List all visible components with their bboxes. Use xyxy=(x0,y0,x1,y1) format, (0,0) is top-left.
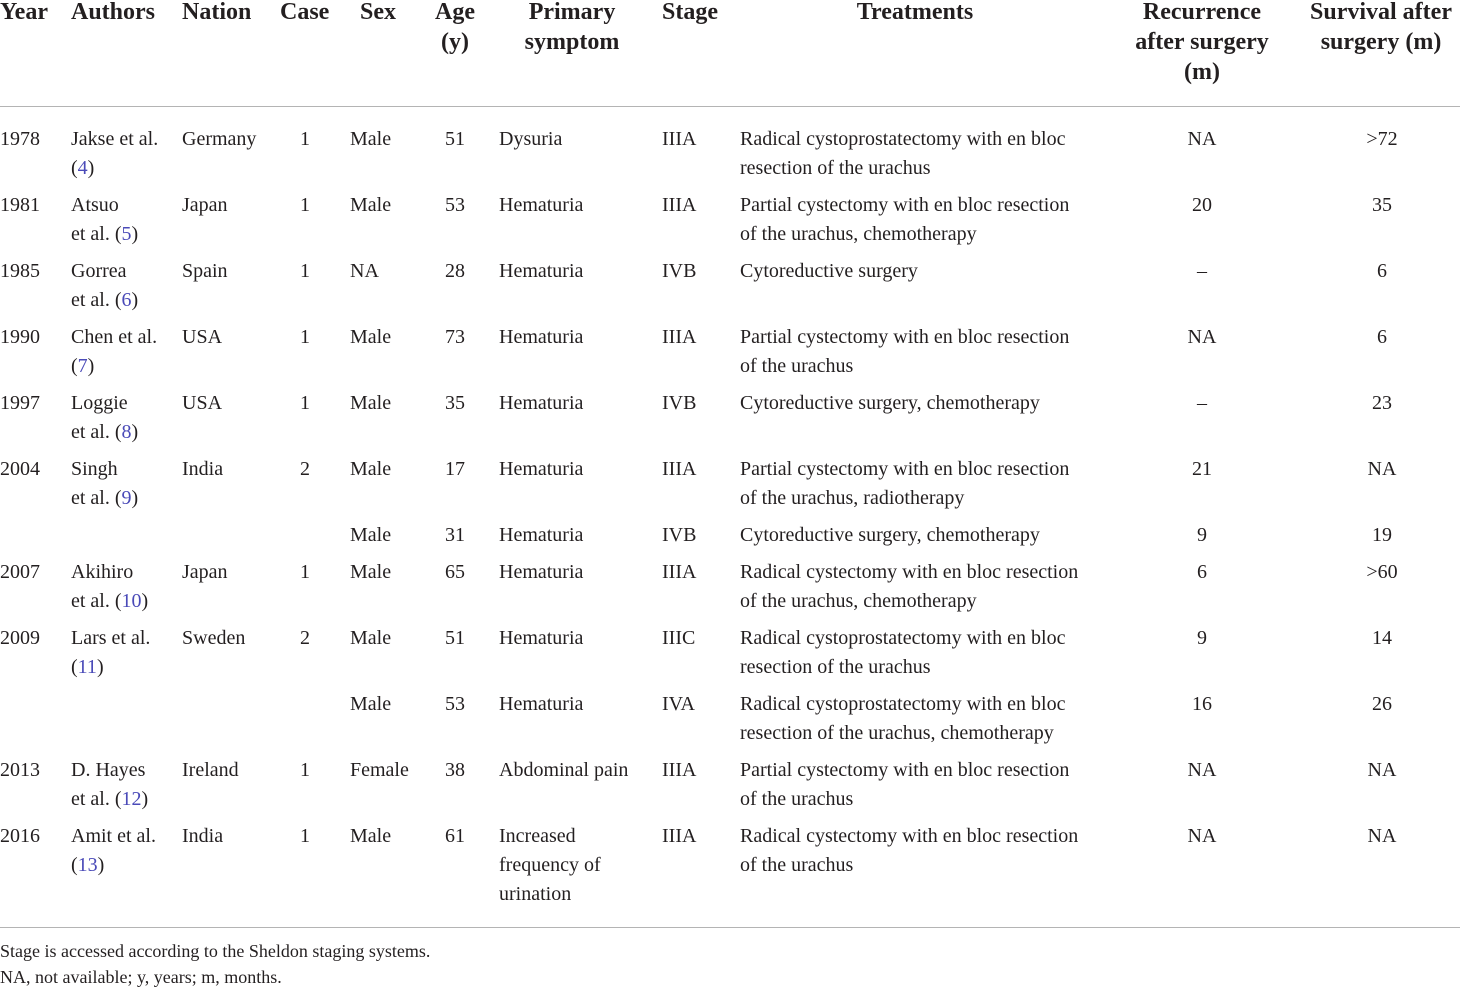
reference-link[interactable]: 9 xyxy=(121,487,132,509)
authors-line-1: D. Hayes xyxy=(71,759,146,781)
treatment-line-2: resection of the urachus xyxy=(740,157,931,179)
authors-line-2 xyxy=(71,587,148,616)
cell-stage: IIIA xyxy=(662,561,697,583)
cell-recurrence: 21 xyxy=(1192,458,1212,480)
cell-stage: IVB xyxy=(662,260,697,282)
symptom-line-1: Hematuria xyxy=(499,561,584,583)
citation-open: et al. ( xyxy=(71,223,122,245)
cell-survival: 23 xyxy=(1372,392,1392,414)
treatment-line-2: of the urachus xyxy=(740,355,854,377)
cell-year: 2013 xyxy=(0,759,40,781)
cell-survival: 6 xyxy=(1377,326,1387,348)
header-treatments: Treatments xyxy=(856,0,974,25)
treatment-line-1: Radical cystoprostatectomy with en bloc xyxy=(740,128,1066,150)
citation-open: et al. ( xyxy=(71,788,122,810)
header-recurrence xyxy=(1112,0,1292,87)
table-row xyxy=(0,558,1460,624)
cell-authors xyxy=(71,257,138,315)
cell-recurrence: NA xyxy=(1187,128,1217,150)
cell-nation: Japan xyxy=(182,561,228,583)
citation-open: et al. ( xyxy=(71,289,122,311)
authors-line-1: Lars et al. xyxy=(71,627,151,649)
cell-stage: IIIA xyxy=(662,194,697,216)
cell-primary-symptom xyxy=(499,690,583,719)
treatment-line-1: Partial cystectomy with en bloc resection xyxy=(740,458,1070,480)
cell-primary-symptom xyxy=(499,389,583,418)
cell-stage: IIIA xyxy=(662,128,697,150)
symptom-line-1: Hematuria xyxy=(499,458,584,480)
cell-year: 1978 xyxy=(0,128,40,150)
cell-authors xyxy=(71,756,148,814)
symptom-line-3: urination xyxy=(499,883,572,905)
cell-sex: Male xyxy=(350,392,392,414)
cell-case: 1 xyxy=(300,759,310,781)
reference-link[interactable]: 10 xyxy=(121,590,142,612)
cell-recurrence: 16 xyxy=(1192,693,1212,715)
authors-line-2 xyxy=(71,154,158,183)
table-row xyxy=(0,521,1460,558)
citation-close: ) xyxy=(131,223,139,245)
symptom-line-1: Hematuria xyxy=(499,693,584,715)
header-primary-symptom xyxy=(492,0,652,57)
footnote-staging: Stage is accessed according to the Sheldon staging systems. xyxy=(0,941,431,961)
header-age xyxy=(415,0,495,57)
cell-primary-symptom xyxy=(499,756,628,785)
cell-recurrence: – xyxy=(1197,260,1207,282)
cell-nation: Germany xyxy=(182,128,257,150)
cell-sex: Male xyxy=(350,825,392,847)
authors-line-1: Loggie xyxy=(71,392,128,414)
cell-nation: Spain xyxy=(182,260,228,282)
cell-sex: Male xyxy=(350,627,392,649)
reference-link[interactable]: 11 xyxy=(77,656,97,678)
treatment-line-1: Cytoreductive surgery xyxy=(740,260,918,282)
cell-sex: Male xyxy=(350,561,392,583)
treatment-line-1: Radical cystoprostatectomy with en bloc xyxy=(740,627,1066,649)
cell-year: 2016 xyxy=(0,825,40,847)
cell-year: 1990 xyxy=(0,326,40,348)
table-row xyxy=(0,389,1460,455)
authors-line-2 xyxy=(71,484,138,513)
reference-link[interactable]: 4 xyxy=(77,157,88,179)
cell-case: 2 xyxy=(300,627,310,649)
cell-sex: Male xyxy=(350,524,392,546)
cell-age: 38 xyxy=(445,759,465,781)
reference-link[interactable]: 6 xyxy=(121,289,132,311)
cell-sex: Male xyxy=(350,326,392,348)
cell-treatments xyxy=(740,756,1069,814)
citation-close: ) xyxy=(131,421,139,443)
cell-age: 31 xyxy=(445,524,465,546)
cell-primary-symptom xyxy=(499,125,562,154)
cell-age: 28 xyxy=(445,260,465,282)
cell-survival: >60 xyxy=(1366,561,1398,583)
cell-age: 17 xyxy=(445,458,465,480)
cell-age: 53 xyxy=(445,693,465,715)
reference-link[interactable]: 8 xyxy=(121,421,132,443)
citation-open: et al. ( xyxy=(71,421,122,443)
table-row xyxy=(0,756,1460,822)
cell-survival: 35 xyxy=(1372,194,1392,216)
table-row xyxy=(0,323,1460,389)
cell-case: 1 xyxy=(300,392,310,414)
table-row xyxy=(0,690,1460,756)
cell-treatments xyxy=(740,455,1069,513)
cell-case: 1 xyxy=(300,326,310,348)
header-recurrence-line-1: Recurrence xyxy=(1142,0,1262,25)
cell-case: 1 xyxy=(300,194,310,216)
footnote-divider xyxy=(0,927,1460,928)
cell-stage: IIIA xyxy=(662,458,697,480)
treatment-line-2: of the urachus xyxy=(740,854,854,876)
cell-case: 1 xyxy=(300,825,310,847)
citation-close: ) xyxy=(87,157,95,179)
cell-sex: Male xyxy=(350,693,392,715)
cell-recurrence: 6 xyxy=(1197,561,1207,583)
treatment-line-1: Cytoreductive surgery, chemotherapy xyxy=(740,524,1040,546)
cell-stage: IIIA xyxy=(662,326,697,348)
cell-sex: Male xyxy=(350,128,392,150)
table-row xyxy=(0,257,1460,323)
reference-link[interactable]: 12 xyxy=(121,788,142,810)
citation-open: et al. ( xyxy=(71,590,122,612)
authors-line-2 xyxy=(71,220,138,249)
cell-primary-symptom xyxy=(499,558,583,587)
authors-line-2 xyxy=(71,352,157,381)
treatment-line-2: of the urachus, radiotherapy xyxy=(740,487,965,509)
symptom-line-1: Abdominal pain xyxy=(499,759,629,781)
cell-primary-symptom xyxy=(499,323,583,352)
treatment-line-1: Partial cystectomy with en bloc resection xyxy=(740,194,1070,216)
cell-age: 35 xyxy=(445,392,465,414)
citation-open: ( xyxy=(71,355,78,377)
cell-treatments xyxy=(740,521,1040,550)
cell-recurrence: – xyxy=(1197,392,1207,414)
symptom-line-1: Hematuria xyxy=(499,627,584,649)
header-age-line-1: Age xyxy=(435,0,475,25)
cell-treatments xyxy=(740,125,1065,183)
cell-case: 1 xyxy=(300,128,310,150)
header-age-line-2: (y) xyxy=(441,29,469,55)
cell-survival: NA xyxy=(1367,759,1397,781)
cell-primary-symptom xyxy=(499,191,583,220)
cell-treatments xyxy=(740,323,1069,381)
symptom-line-1: Hematuria xyxy=(499,194,584,216)
cell-year: 1981 xyxy=(0,194,40,216)
citation-close: ) xyxy=(87,355,95,377)
cell-authors xyxy=(71,125,158,183)
cell-survival: >72 xyxy=(1366,128,1398,150)
symptom-line-1: Hematuria xyxy=(499,326,584,348)
cell-nation: Sweden xyxy=(182,627,246,649)
cell-year: 2007 xyxy=(0,561,40,583)
cell-treatments xyxy=(740,257,918,286)
cell-primary-symptom xyxy=(499,624,583,653)
treatment-line-2: of the urachus, chemotherapy xyxy=(740,223,977,245)
cell-primary-symptom xyxy=(499,455,583,484)
authors-line-2 xyxy=(71,785,148,814)
citation-close: ) xyxy=(141,788,149,810)
cell-authors xyxy=(71,389,138,447)
cell-case: 1 xyxy=(300,260,310,282)
treatment-line-1: Radical cystectomy with en bloc resection xyxy=(740,825,1079,847)
header-recurrence-line-3: (m) xyxy=(1184,59,1220,85)
authors-line-1: Singh xyxy=(71,458,118,480)
citation-close: ) xyxy=(141,590,149,612)
treatment-line-1: Radical cystectomy with en bloc resection xyxy=(740,561,1079,583)
cell-age: 53 xyxy=(445,194,465,216)
reference-link[interactable]: 7 xyxy=(77,355,88,377)
cell-nation: Ireland xyxy=(182,759,239,781)
cell-recurrence: NA xyxy=(1187,326,1217,348)
cell-year: 1985 xyxy=(0,260,40,282)
table-row xyxy=(0,125,1460,191)
symptom-line-1: Dysuria xyxy=(499,128,563,150)
treatment-line-1: Partial cystectomy with en bloc resection xyxy=(740,759,1070,781)
treatment-line-2: of the urachus, chemotherapy xyxy=(740,590,977,612)
cell-stage: IVB xyxy=(662,392,697,414)
table-row xyxy=(0,191,1460,257)
reference-link[interactable]: 5 xyxy=(121,223,132,245)
authors-line-1: Amit et al. xyxy=(71,825,156,847)
citation-close: ) xyxy=(131,487,139,509)
table-row xyxy=(0,455,1460,521)
cell-authors xyxy=(71,191,138,249)
cell-stage: IIIA xyxy=(662,825,697,847)
header-recurrence-line-2: after surgery xyxy=(1135,29,1269,55)
authors-line-1: Chen et al. xyxy=(71,326,158,348)
symptom-line-1: Hematuria xyxy=(499,524,584,546)
cell-sex: NA xyxy=(350,260,379,282)
citation-open: et al. ( xyxy=(71,487,122,509)
cell-recurrence: NA xyxy=(1187,825,1217,847)
table-header xyxy=(0,0,1460,107)
header-case: Case xyxy=(280,0,330,25)
treatment-line-2: of the urachus xyxy=(740,788,854,810)
authors-line-1: Akihiro xyxy=(71,561,134,583)
cell-recurrence: 9 xyxy=(1197,627,1207,649)
cell-survival: 26 xyxy=(1372,693,1392,715)
header-symptom-line-2: symptom xyxy=(524,29,620,55)
cell-treatments xyxy=(740,191,1069,249)
treatment-line-2: resection of the urachus xyxy=(740,656,931,678)
citation-close: ) xyxy=(96,656,104,678)
table-row xyxy=(0,822,1460,922)
cell-authors xyxy=(71,558,148,616)
cell-stage: IVB xyxy=(662,524,697,546)
cell-year: 1997 xyxy=(0,392,40,414)
authors-line-1: Atsuo xyxy=(71,194,119,216)
authors-line-1: Gorrea xyxy=(71,260,127,282)
cell-nation: USA xyxy=(182,392,223,414)
cell-survival: NA xyxy=(1367,825,1397,847)
cell-recurrence: 9 xyxy=(1197,524,1207,546)
cell-stage: IVA xyxy=(662,693,695,715)
cell-sex: Male xyxy=(350,458,392,480)
cell-survival: NA xyxy=(1367,458,1397,480)
cell-treatments xyxy=(740,690,1065,748)
cell-sex: Female xyxy=(350,759,409,781)
cell-treatments xyxy=(740,822,1078,880)
treatment-line-1: Partial cystectomy with en bloc resection xyxy=(740,326,1070,348)
cell-authors xyxy=(71,455,138,513)
cell-primary-symptom xyxy=(499,822,601,909)
cell-treatments xyxy=(740,558,1078,616)
authors-line-2 xyxy=(71,286,138,315)
cell-nation: India xyxy=(182,458,224,480)
reference-link[interactable]: 13 xyxy=(77,854,98,876)
cell-treatments xyxy=(740,389,1040,418)
cell-treatments xyxy=(740,624,1065,682)
authors-line-2 xyxy=(71,418,138,447)
citation-open: ( xyxy=(71,854,78,876)
authors-line-2 xyxy=(71,851,156,880)
cell-case: 1 xyxy=(300,561,310,583)
cell-recurrence: 20 xyxy=(1192,194,1212,216)
footnote-abbreviations: NA, not available; y, years; m, months. xyxy=(0,967,282,987)
cell-primary-symptom xyxy=(499,521,583,550)
citation-close: ) xyxy=(131,289,139,311)
cell-authors xyxy=(71,323,157,381)
cell-age: 61 xyxy=(445,825,465,847)
citation-open: ( xyxy=(71,157,78,179)
cell-stage: IIIA xyxy=(662,759,697,781)
cell-age: 73 xyxy=(445,326,465,348)
cell-sex: Male xyxy=(350,194,392,216)
cell-nation: India xyxy=(182,825,224,847)
cell-case: 2 xyxy=(300,458,310,480)
symptom-line-1: Hematuria xyxy=(499,392,584,414)
table-row xyxy=(0,624,1460,690)
symptom-line-1: Increased xyxy=(499,825,576,847)
cell-year: 2004 xyxy=(0,458,40,480)
cell-nation: Japan xyxy=(182,194,228,216)
cell-age: 51 xyxy=(445,627,465,649)
header-survival xyxy=(1302,0,1460,57)
header-stage: Stage xyxy=(662,0,718,25)
header-nation: Nation xyxy=(182,0,252,25)
header-survival-line-2: surgery (m) xyxy=(1320,29,1442,55)
cell-authors xyxy=(71,822,156,880)
symptom-line-2: frequency of xyxy=(499,854,601,876)
cell-year: 2009 xyxy=(0,627,40,649)
cell-survival: 14 xyxy=(1372,627,1392,649)
cell-age: 65 xyxy=(445,561,465,583)
cell-nation: USA xyxy=(182,326,223,348)
cell-survival: 6 xyxy=(1377,260,1387,282)
authors-line-1: Jakse et al. xyxy=(71,128,159,150)
citation-open: ( xyxy=(71,656,78,678)
authors-line-2 xyxy=(71,653,150,682)
cell-stage: IIIC xyxy=(662,627,696,649)
cell-recurrence: NA xyxy=(1187,759,1217,781)
header-year: Year xyxy=(0,0,48,25)
cell-primary-symptom xyxy=(499,257,583,286)
header-sex: Sex xyxy=(360,0,396,25)
cell-age: 51 xyxy=(445,128,465,150)
treatment-line-2: resection of the urachus, chemotherapy xyxy=(740,722,1054,744)
header-authors: Authors xyxy=(71,0,156,25)
treatment-line-1: Cytoreductive surgery, chemotherapy xyxy=(740,392,1040,414)
treatment-line-1: Radical cystoprostatectomy with en bloc xyxy=(740,693,1066,715)
header-survival-line-1: Survival after xyxy=(1310,0,1452,25)
cell-authors xyxy=(71,624,150,682)
cell-survival: 19 xyxy=(1372,524,1392,546)
symptom-line-1: Hematuria xyxy=(499,260,584,282)
header-symptom-line-1: Primary xyxy=(528,0,616,25)
citation-close: ) xyxy=(97,854,105,876)
